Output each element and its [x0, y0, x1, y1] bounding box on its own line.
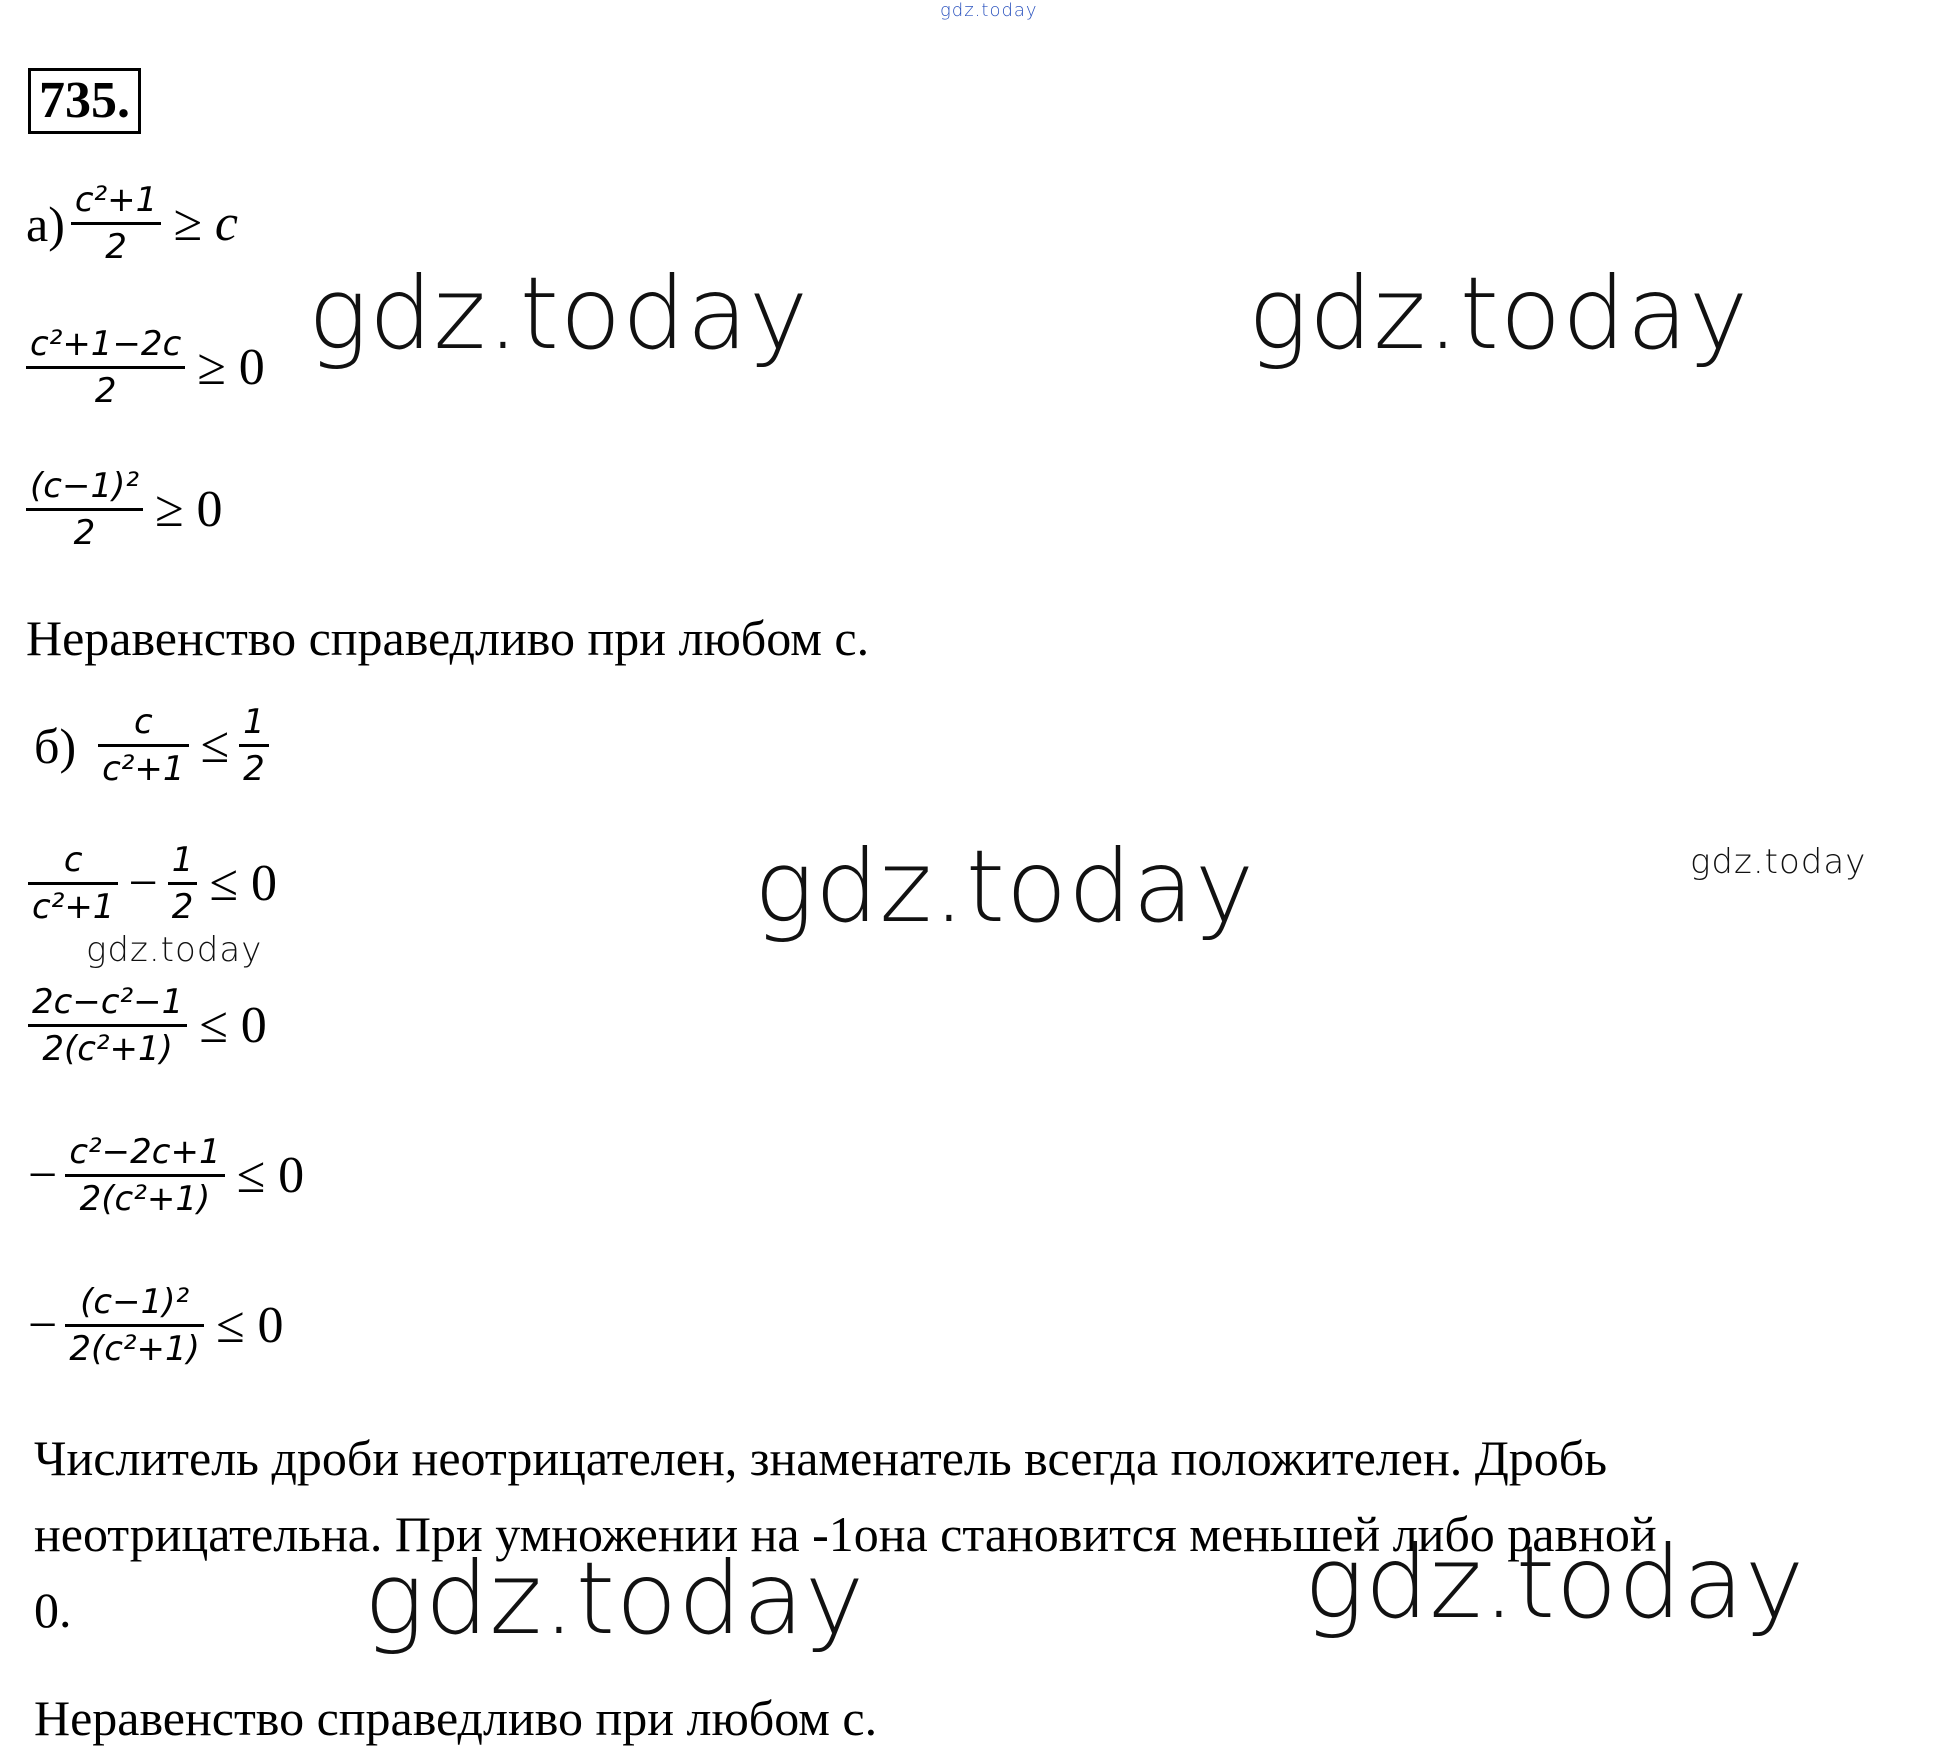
part-b-step-4 — [28, 1130, 304, 1221]
watermark: gdz.today — [308, 255, 810, 372]
part-a-step-2 — [26, 322, 265, 413]
denominator: c²+1 — [102, 749, 185, 789]
part-b-step-5 — [28, 1280, 283, 1371]
part-a-step-3 — [26, 464, 223, 555]
numerator: 1 — [171, 840, 194, 880]
watermark: gdz.today — [1248, 255, 1750, 372]
fraction — [28, 980, 187, 1071]
explanation-line: Числитель дроби неотрицателен, знаменатель всегда положителен. Дробь — [34, 1430, 1608, 1486]
relation: ≤ 0 — [199, 997, 267, 1054]
minus-prefix: − — [28, 1147, 58, 1204]
numerator: c — [133, 702, 153, 742]
numerator: c²+1 — [74, 180, 158, 220]
relation: ≤ — [200, 717, 230, 774]
part-b-step-1 — [34, 700, 269, 791]
watermark: gdz.today — [364, 1540, 866, 1657]
watermark: gdz.today — [86, 930, 263, 970]
numerator: c²+1−2c — [30, 324, 182, 364]
fraction-rhs — [239, 700, 269, 791]
numerator: (c−1)² — [80, 1282, 190, 1322]
problem-number: 735. — [28, 68, 141, 134]
numerator: 1 — [243, 702, 265, 742]
numerator: 2c−c²−1 — [32, 982, 184, 1022]
watermark: gdz.today — [754, 828, 1256, 945]
denominator: 2(c²+1) — [42, 1029, 173, 1069]
relation: ≤ 0 — [209, 855, 277, 912]
numerator: c²−2c+1 — [69, 1132, 221, 1172]
denominator: 2(c²+1) — [69, 1329, 200, 1369]
denominator: 2(c²+1) — [79, 1179, 211, 1219]
relation: ≤ 0 — [236, 1147, 305, 1204]
denominator: 2 — [73, 513, 96, 553]
relation: ≥ 0 — [197, 339, 265, 396]
explanation-line: неотрицательна. При умножении на -1она становится меньшей либо равной — [34, 1506, 1657, 1562]
minus-prefix: − — [28, 1297, 58, 1354]
fraction-mid — [168, 838, 198, 929]
denominator: 2 — [105, 227, 127, 267]
fraction — [28, 838, 118, 929]
part-b-conclusion: Неравенство справедливо при любом c. — [34, 1690, 878, 1746]
denominator: 2 — [94, 371, 117, 411]
fraction — [65, 1130, 224, 1221]
fraction — [98, 700, 188, 791]
watermark: gdz.today — [1690, 842, 1867, 882]
part-a-label: а) — [26, 195, 65, 252]
part-b-label: б) — [34, 717, 77, 774]
relation: ≥ 0 — [154, 481, 223, 538]
part-a-step-1 — [26, 178, 238, 269]
fraction — [71, 178, 161, 269]
relation: ≥ c — [173, 195, 238, 252]
denominator: 2 — [171, 887, 194, 927]
numerator: (c−1)² — [30, 466, 139, 506]
part-b-step-3 — [28, 980, 267, 1071]
watermark: gdz.today — [1304, 1524, 1806, 1641]
denominator: 2 — [243, 749, 265, 789]
denominator: c²+1 — [32, 887, 115, 927]
relation: ≤ 0 — [215, 1297, 284, 1354]
explanation-line: 0. — [34, 1582, 72, 1638]
part-a-conclusion: Неравенство справедливо при любом c. — [26, 610, 870, 666]
fraction — [65, 1280, 204, 1371]
numerator: c — [63, 840, 83, 880]
minus-sign: − — [128, 855, 158, 912]
fraction — [26, 322, 185, 413]
fraction — [26, 464, 143, 555]
watermark-top: gdz.today — [940, 0, 1038, 21]
part-b-step-2 — [28, 838, 277, 929]
